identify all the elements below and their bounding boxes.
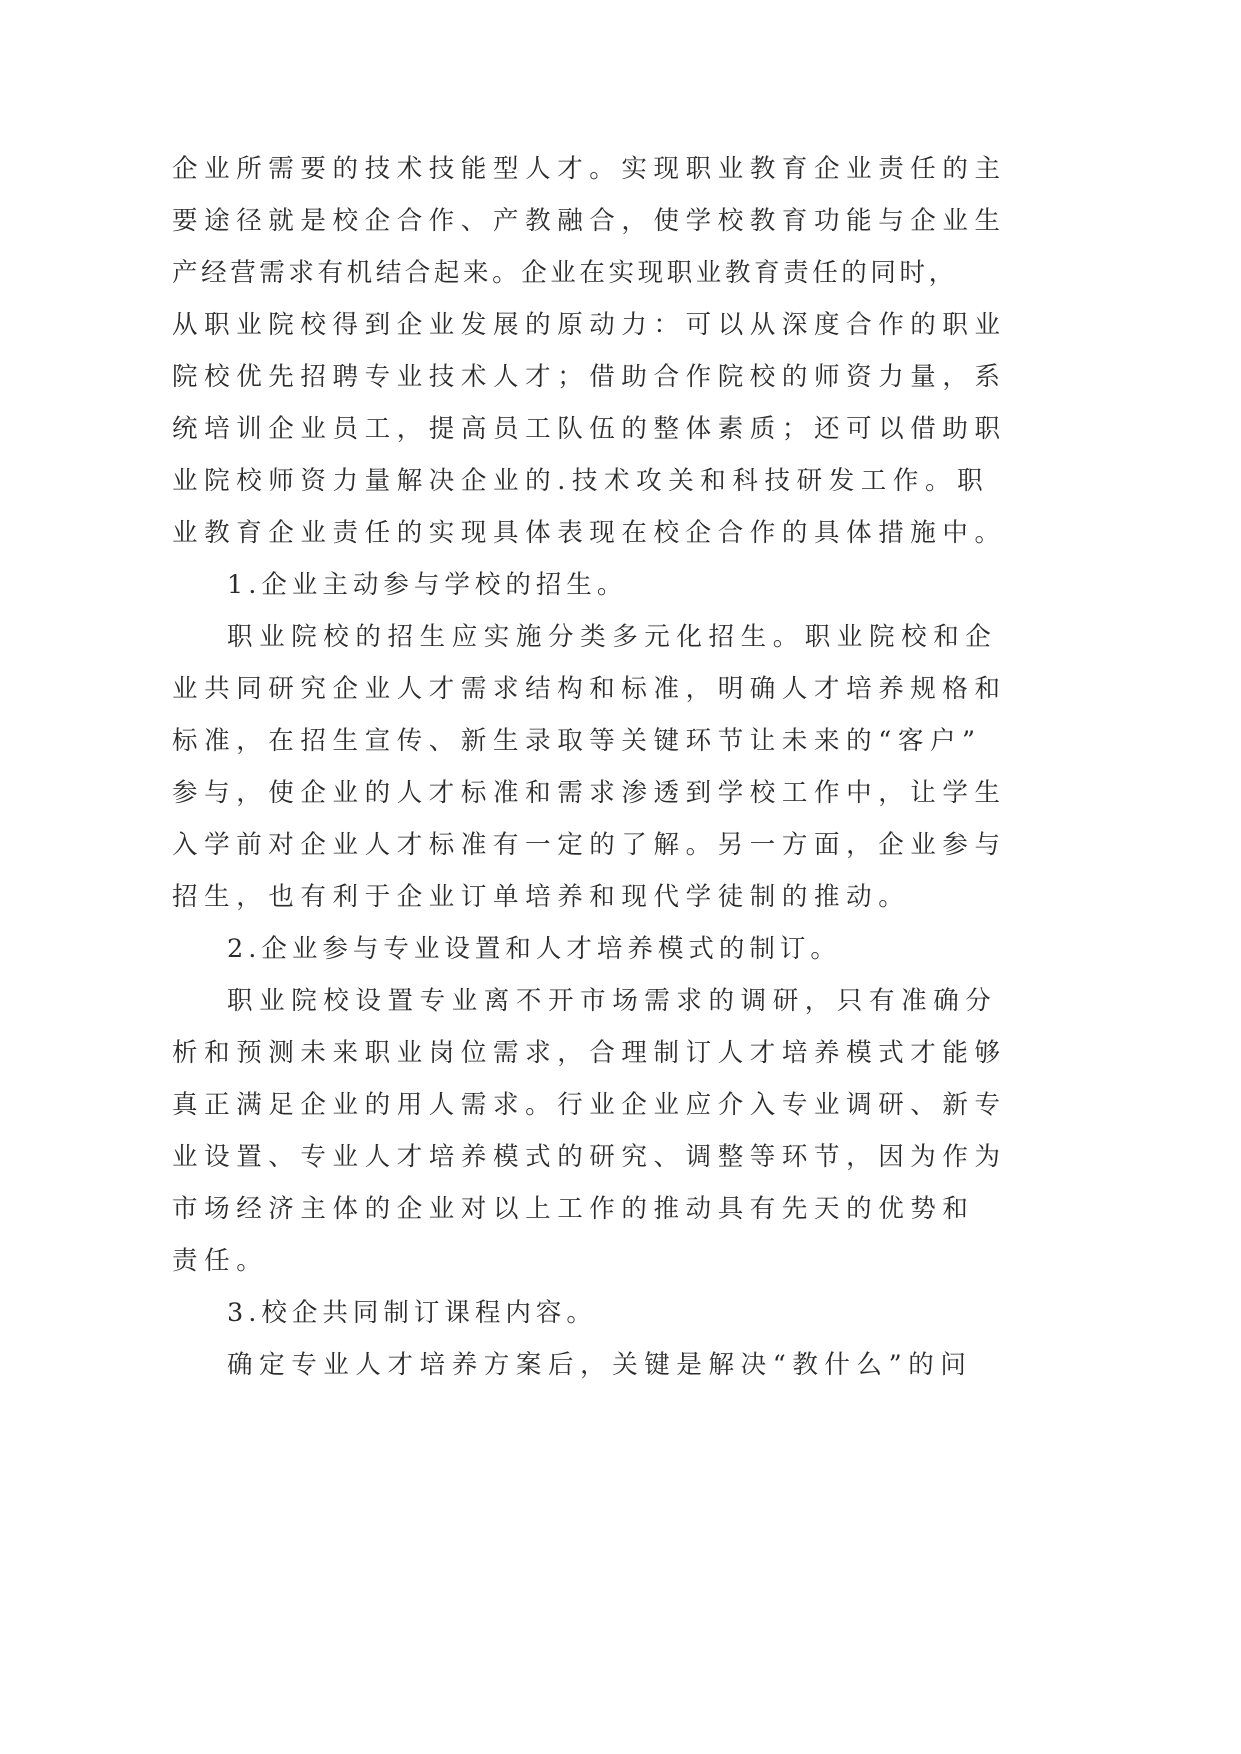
text-line: 业设置、专业人才培养模式的研究、调整等环节，因为作为 <box>172 1142 1007 1172</box>
text-line: 入学前对企业人才标准有一定的了解。另一方面，企业参与 <box>172 830 1007 860</box>
text-line: 参与，使企业的人才标准和需求渗透到学校工作中，让学生 <box>172 778 1007 808</box>
section-heading: 1.企业主动参与学校的招生。 <box>227 570 628 600</box>
text-line: 企业所需要的技术技能型人才。实现职业教育企业责任的主 <box>172 154 1007 184</box>
text-line: 从职业院校得到企业发展的原动力：可以从深度合作的职业 <box>172 310 1007 340</box>
text-line: 招生，也有利于企业订单培养和现代学徒制的推动。 <box>172 882 911 912</box>
text-line: 院校优先招聘专业技术人才；借助合作院校的师资力量，系 <box>172 362 1007 392</box>
section-heading: 2.企业参与专业设置和人才培养模式的制订。 <box>227 934 841 964</box>
text-line: 业院校师资力量解决企业的.技术攻关和科技研发工作。职 <box>172 466 990 496</box>
text-line: 要途径就是校企合作、产教融合，使学校教育功能与企业生 <box>172 206 1007 236</box>
text-line: 责任。 <box>172 1246 269 1276</box>
paragraph-start: 确定专业人才培养方案后，关键是解决“教什么”的问 <box>227 1350 973 1380</box>
section-heading: 3.校企共同制订课程内容。 <box>227 1298 597 1328</box>
text-line: 业共同研究企业人才需求结构和标准，明确人才培养规格和 <box>172 674 1007 704</box>
text-line: 析和预测未来职业岗位需求，合理制订人才培养模式才能够 <box>172 1038 1007 1068</box>
text-line: 业教育企业责任的实现具体表现在校企合作的具体措施中。 <box>172 518 1007 548</box>
text-line: 真正满足企业的用人需求。行业企业应介入专业调研、新专 <box>172 1090 1007 1120</box>
text-line: 标准，在招生宣传、新生录取等关键环节让未来的“客户” <box>172 726 982 756</box>
paragraph-start: 职业院校设置专业离不开市场需求的调研，只有准确分 <box>227 986 998 1016</box>
text-line: 产经营需求有机结合起来。企业在实现职业教育责任的同时， <box>172 258 958 288</box>
text-line: 市场经济主体的企业对以上工作的推动具有先天的优势和 <box>172 1194 975 1224</box>
paragraph-start: 职业院校的招生应实施分类多元化招生。职业院校和企 <box>227 622 998 652</box>
text-line: 统培训企业员工，提高员工队伍的整体素质；还可以借助职 <box>172 414 1007 444</box>
